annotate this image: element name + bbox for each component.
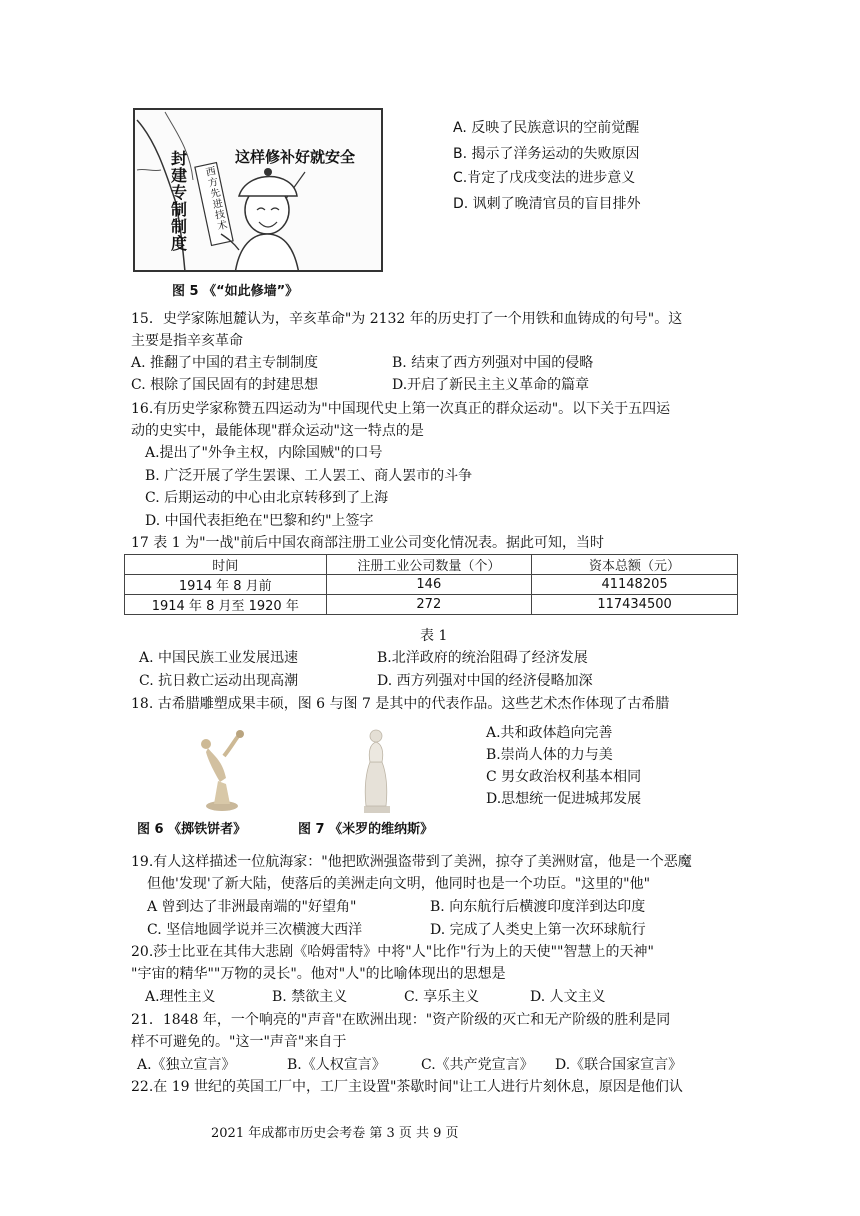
q16-option-c: C. 后期运动的中心由北京转移到了上海 [145, 490, 389, 506]
table-cell: 117434500 [532, 595, 738, 615]
q15-stem-line1: 15．史学家陈旭麓认为，辛亥革命"为 2132 年的历史打了一个用铁和血铸成的句号"。这 [131, 311, 683, 327]
q16-stem-line2: 动的史实中，最能体现"群众运动"这一特点的是 [131, 423, 424, 439]
q21-option-d: D.《联合国家宣言》 [555, 1057, 683, 1073]
figure-6-caption: 图 6 《掷铁饼者》 [137, 822, 247, 837]
figure-5-caption: 图 5 《“如此修墙”》 [172, 284, 299, 299]
table-1-caption: 表 1 [420, 628, 448, 644]
q15-option-b: B. 结束了西方列强对中国的侵略 [392, 355, 594, 371]
table-row [125, 575, 738, 595]
q18-option-b: B.崇尚人体的力与美 [486, 747, 613, 763]
q17-table [124, 554, 738, 615]
q14-option-a: A. 反映了民族意识的空前觉醒 [453, 120, 640, 136]
cartoon-figure-5 [133, 108, 383, 272]
q19-option-b: B. 向东航行后横渡印度洋到达印度 [430, 899, 646, 915]
q19-option-a: A 曾到达了非洲最南端的"好望角" [147, 899, 357, 915]
table-row [125, 595, 738, 615]
q21-option-c: C.《共产党宣言》 [421, 1057, 534, 1073]
q20-option-d: D. 人文主义 [530, 989, 606, 1005]
discobolus-statue-image [196, 726, 244, 812]
q20-option-c: C. 享乐主义 [404, 989, 480, 1005]
q17-stem: 17 表 1 为"一战"前后中国农商部注册工业公司变化情况表。据此可知，当时 [131, 535, 604, 551]
q18-option-a: A.共和政体趋向完善 [486, 725, 613, 741]
table-cell: 272 [326, 595, 532, 615]
q21-stem-line2: 样不可避免的。"这一"声音"来自于 [131, 1034, 347, 1050]
table-cell: 41148205 [532, 575, 738, 595]
q17-option-d: D. 西方列强对中国的经济侵略加深 [377, 673, 593, 689]
q15-option-c: C. 根除了国民固有的封建思想 [131, 377, 319, 393]
cartoon-patch-text: 西方先进技术 [205, 165, 229, 233]
cartoon-speech-text: 这样修补好就安全 [235, 148, 356, 166]
q20-stem-line2: "宇宙的精华""万物的灵长"。他对"人"的比喻体现出的思想是 [131, 966, 506, 982]
q17-option-b: B.北洋政府的统治阻碍了经济发展 [377, 650, 588, 666]
q19-option-c: C. 坚信地圆学说并三次横渡大西洋 [147, 922, 363, 938]
q19-stem-line1: 19.有人这样描述一位航海家："他把欧洲强盗带到了美洲，掠夺了美洲财富，他是一个恶魔 [131, 854, 692, 870]
table-header-cell: 资本总额（元） [532, 555, 738, 575]
q20-option-a: A.理性主义 [145, 989, 216, 1005]
q14-option-d: D. 讽刺了晚清官员的盲目排外 [453, 196, 641, 212]
q15-option-a: A. 推翻了中国的君主专制制度 [131, 355, 319, 371]
q15-option-d: D.开启了新民主主义革命的篇章 [392, 377, 590, 393]
q21-option-b: B.《人权宣言》 [287, 1057, 386, 1073]
q19-stem-line2: 但他'发现'了新大陆，使落后的美洲走向文明，他同时也是一个功臣。"这里的"他" [147, 876, 651, 892]
q20-stem-line1: 20.莎士比亚在其伟大悲剧《哈姆雷特》中将"人"比作"行为上的天使""智慧上的天神" [131, 944, 654, 960]
q17-option-c: C. 抗日救亡运动出现高潮 [139, 673, 299, 689]
q14-option-c: C.肯定了戊戌变法的进步意义 [453, 170, 636, 186]
table-cell: 1914 年 8 月前 [125, 575, 327, 595]
table-header-cell: 注册工业公司数量（个） [326, 555, 532, 575]
q18-option-c: C 男女政治权利基本相同 [486, 769, 642, 785]
q21-stem-line1: 21．1848 年，一个响亮的"声音"在欧洲出现："资产阶级的灭亡和无产阶级的胜利是同 [131, 1012, 671, 1028]
table-cell: 1914 年 8 月至 1920 年 [125, 595, 327, 615]
figure-7-caption: 图 7 《米罗的维纳斯》 [298, 822, 434, 837]
q22-stem-line1: 22.在 19 世纪的英国工厂中，工厂主设置"茶歇时间"让工人进行片刻休息，原因是他们认 [131, 1079, 683, 1095]
table-header-cell: 时间 [125, 555, 327, 575]
q16-option-a: A.提出了"外争主权，内除国贼"的口号 [145, 445, 383, 461]
venus-de-milo-statue-image [354, 726, 398, 814]
q16-option-b: B. 广泛开展了学生罢课、工人罢工、商人罢市的斗争 [145, 468, 473, 484]
q14-option-b: B. 揭示了洋务运动的失败原因 [453, 146, 640, 162]
q17-option-a: A. 中国民族工业发展迅速 [139, 650, 299, 666]
q15-stem-line2: 主要是指辛亥革命 [131, 333, 243, 349]
q16-option-d: D. 中国代表拒绝在"巴黎和约"上签字 [145, 513, 374, 529]
table-cell: 146 [326, 575, 532, 595]
cartoon-wall-text: 封建专制制度 [171, 149, 188, 253]
q16-stem-line1: 16.有历史学家称赞五四运动为"中国现代史上第一次真正的群众运动"。以下关于五四运 [131, 401, 671, 417]
q18-option-d: D.思想统一促进城邦发展 [486, 791, 642, 807]
page-footer: 2021 年成都市历史会考卷 第 3 页 共 9 页 [211, 1126, 459, 1141]
q20-option-b: B. 禁欲主义 [272, 989, 348, 1005]
q18-stem: 18. 古希腊雕塑成果丰硕，图 6 与图 7 是其中的代表作品。这些艺术杰作体现了古希腊 [131, 696, 670, 712]
q21-option-a: A.《独立宣言》 [137, 1057, 236, 1073]
q19-option-d: D. 完成了人类史上第一次环球航行 [430, 922, 646, 938]
table-header-row [125, 555, 738, 575]
